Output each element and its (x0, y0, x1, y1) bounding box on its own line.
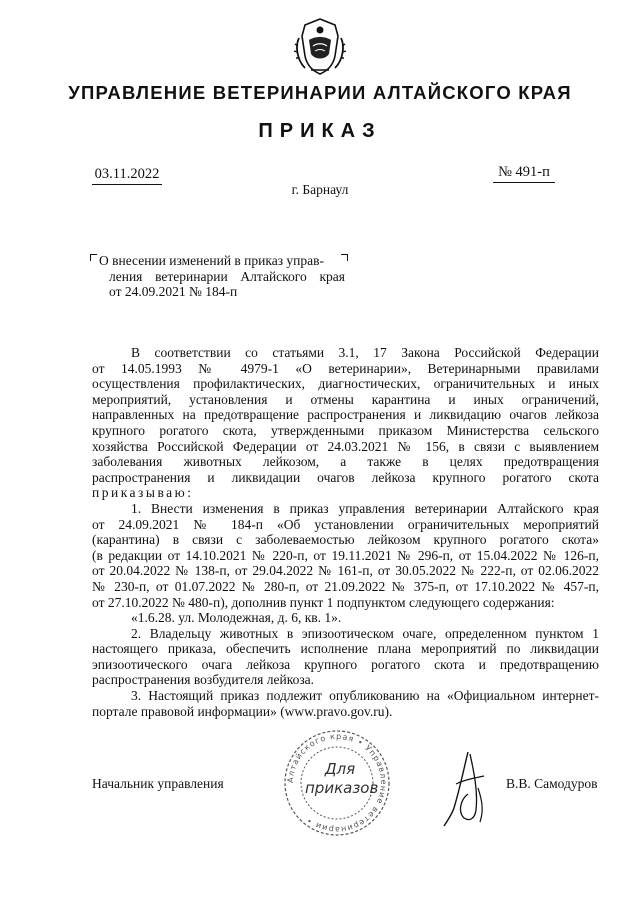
body-line: мероприятий, установления и отмены карантина и иных ограничений, (92, 391, 599, 407)
body-line: портале правовой информации» (www.pravo.gov.ru). (92, 703, 393, 719)
subject-bracket-left (90, 254, 97, 261)
preamble (92, 345, 599, 501)
body-line: В соответствии со статьями 3.1, 17 Закона Российской Федерации (131, 345, 599, 360)
item-2 (92, 626, 599, 688)
body-line: от 14.05.1993 № 4979-1 «О ветеринарии», Ветеринарными правилами (92, 360, 599, 376)
body-line: (карантина) в связи с заболеваемостью лейкозом крупного рогатого скота» (92, 532, 599, 548)
document-type: ПРИКАЗ (258, 120, 382, 142)
body-line: 1. Внести изменения в приказ управления ветеринарии Алтайского края (131, 500, 599, 516)
item-1 (92, 501, 599, 626)
organization-name: УПРАВЛЕНИЕ ВЕТЕРИНАРИИ АЛТАЙСКОГО КРАЯ (68, 82, 572, 103)
body-line: настоящего приказа, обеспечить исполнение плана мероприятий по ликвидации (92, 641, 599, 657)
order-word: приказываю: (92, 485, 194, 501)
body-line: направленных на предотвращение распространения и ликвидацию очагов лейкоза (92, 407, 599, 423)
stamp-line: Для (324, 760, 356, 778)
body-line: заболевания животных лейкозом, а также в целях предотвращения (92, 454, 599, 470)
body-line: 3. Настоящий приказ подлежит опубликованию на «Официальном интернет- (131, 688, 599, 704)
body-line: (в редакции от 14.10.2021 № 220-п, от 19.11.2021 № 296-п, от 15.04.2022 № 126-п, (92, 547, 599, 563)
item-1-quote: «1.6.28. ул. Молодежная, д. 6, кв. 1». (131, 610, 342, 626)
signer-name: В.В. Самодуров (506, 776, 598, 791)
handwritten-signature (434, 748, 494, 830)
signer-position: Начальник управления (92, 776, 224, 791)
altai-coat-of-arms-icon (289, 16, 351, 78)
body-line: крупного рогатого скота, утвержденными приказом Министерства сельского (92, 422, 599, 438)
item-3 (92, 688, 599, 719)
document-city: г. Барнаул (291, 182, 349, 197)
subject-line: от 24.09.2021 № 184-п (109, 284, 238, 299)
body-line: от 20.04.2022 № 138-п, от 29.04.2022 № 161-п, от 30.05.2022 № 222-п, от 02.06.2022 (92, 563, 599, 579)
document-date: 03.11.2022 (92, 166, 162, 185)
body-line: № 230-п, от 01.07.2022 № 280-п, от 21.09.2022 № 375-п, от 17.10.2022 № 457-п, (92, 578, 599, 594)
body-line: осуществления профилактических, диагностических, ограничительных и иных (92, 376, 599, 392)
document-number: № 491-п (493, 164, 555, 183)
stamp-ring-text: Алтайского края • Управление ветеринарии • (285, 731, 389, 835)
subject-line: ления ветеринарии Алтайского края (109, 268, 345, 284)
document-subject (99, 253, 345, 300)
stamp-line: приказов (305, 779, 379, 797)
stamp-center-text (305, 760, 379, 798)
body-line: 2. Владельцу животных в эпизоотическом очаге, определенном пунктом 1 (131, 625, 599, 641)
body-line: хозяйства Российской Федерации от 24.03.2021 № 156, в связи с выявлением (92, 438, 599, 454)
subject-line: О внесении изменений в приказ управ- (99, 253, 325, 268)
body-line: распространения и ликвидации очагов лейкоза крупного рогатого скота (92, 469, 599, 485)
body-line: от 27.10.2022 № 480-п), дополнив пункт 1 подпунктом следующего содержания: (92, 594, 555, 610)
body-line: распространения возбудителя лейкоза. (92, 672, 315, 688)
body-line: эпизоотического очага лейкоза крупного рогатого скота и предотвращению (92, 656, 599, 672)
document-body (92, 345, 599, 719)
body-line: от 24.09.2021 № 184-п «Об установлении ограничительных мероприятий (92, 516, 599, 532)
